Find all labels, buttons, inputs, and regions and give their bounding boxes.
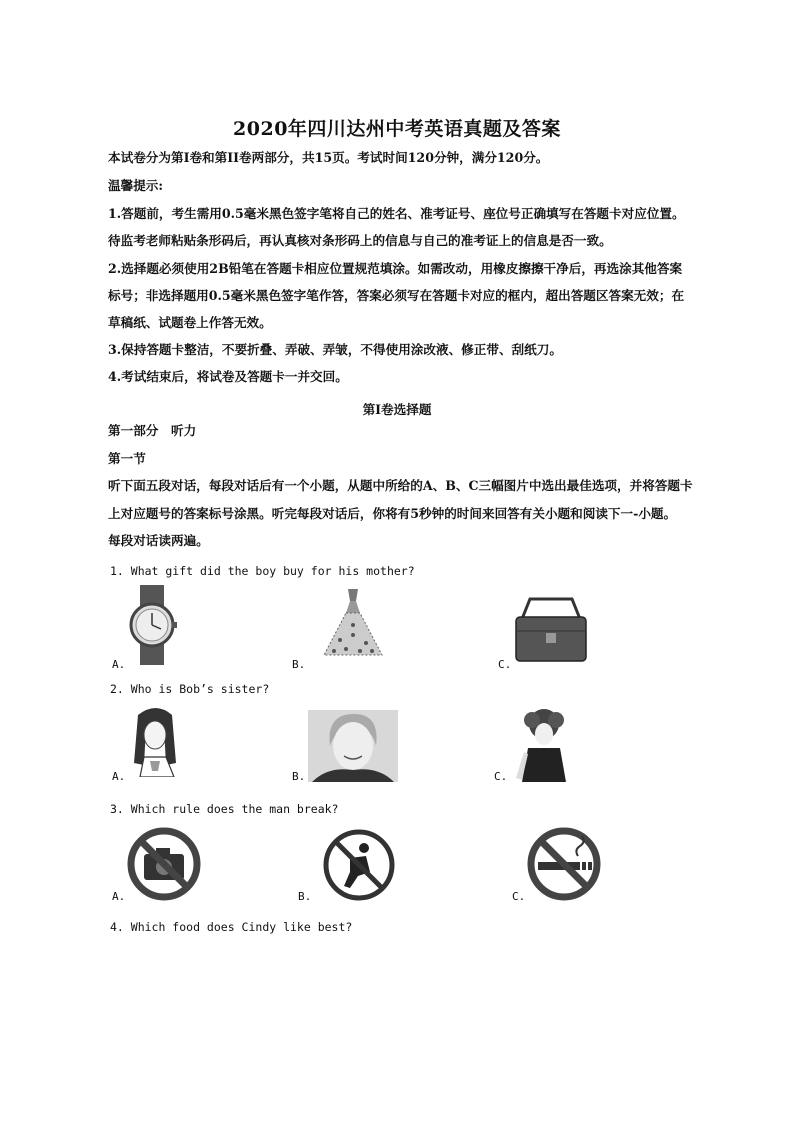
dress-icon	[320, 585, 386, 663]
tip-line: 待监考老师粘贴条形码后，再认真核对条形码上的信息与自己的准考证上的信息是否一致。	[108, 233, 612, 248]
tip-line: 4.考试结束后，将试卷及答题卡一并交回。	[108, 369, 348, 384]
question-2: 2. Who is Bob’s sister?	[110, 682, 270, 696]
subsection-title: 第一节	[108, 451, 146, 466]
question-3: 3. Which rule does the man break?	[110, 802, 339, 816]
section-title: 第I卷选择题	[362, 402, 432, 417]
option-b-label: B.	[292, 770, 306, 783]
page-title: 2020年四川达州中考英语真题及答案	[233, 118, 561, 140]
tip-line: 2.选择题必须使用2B铅笔在答题卡相应位置规范填涂。如需改动，用橡皮擦擦干净后，再选涂其他答案	[108, 261, 683, 276]
watch-icon	[124, 585, 182, 665]
short-hair-woman-icon	[308, 710, 398, 782]
option-c-label: C.	[498, 658, 512, 671]
instruction-line: 听下面五段对话，每段对话后有一个小题，从题中所给的A、B、C三幅图片中选出最佳选项，并将答题卡	[108, 478, 693, 493]
option-a-label: A.	[112, 770, 126, 783]
no-climbing-sign-icon	[320, 826, 398, 904]
option-a-label: A.	[112, 890, 126, 903]
tip-line: 3.保持答题卡整洁，不要折叠、弄破、弄皱，不得使用涂改液、修正带、刮纸刀。	[108, 342, 562, 357]
no-photo-sign-icon	[124, 826, 204, 902]
question-1: 1. What gift did the boy buy for his mother?	[110, 564, 415, 578]
no-smoking-sign-icon	[524, 826, 604, 902]
instruction-line: 每段对话读两遍。	[108, 533, 209, 548]
option-a-label: A.	[112, 658, 126, 671]
option-b-label: B.	[292, 658, 306, 671]
curly-hair-girl-icon	[508, 708, 580, 782]
intro-text: 本试卷分为第I卷和第II卷两部分，共15页。考试时间120分钟，满分120分。	[108, 150, 549, 165]
tip-line: 1.答题前，考生需用0.5毫米黑色签字笔将自己的姓名、准考证号、座位号正确填写在答题卡对应位置。	[108, 206, 685, 221]
option-b-label: B.	[298, 890, 312, 903]
handbag-icon	[512, 595, 590, 665]
option-c-label: C.	[494, 770, 508, 783]
tip-line: 标号；非选择题用0.5毫米黑色签字笔作答，答案必须写在答题卡对应的框内，超出答题区答案无效；在	[108, 288, 685, 303]
part-title: 第一部分 听力	[108, 423, 197, 438]
long-hair-girl-icon	[124, 705, 190, 777]
tip-line: 草稿纸、试题卷上作答无效。	[108, 315, 272, 330]
tips-heading: 温馨提示:	[108, 178, 164, 193]
option-c-label: C.	[512, 890, 526, 903]
instruction-line: 上对应题号的答案标号涂黑。听完每段对话后，你将有5秒钟的时间来回答有关小题和阅读下一-小题。	[108, 506, 677, 521]
question-4: 4. Which food does Cindy like best?	[110, 920, 353, 934]
